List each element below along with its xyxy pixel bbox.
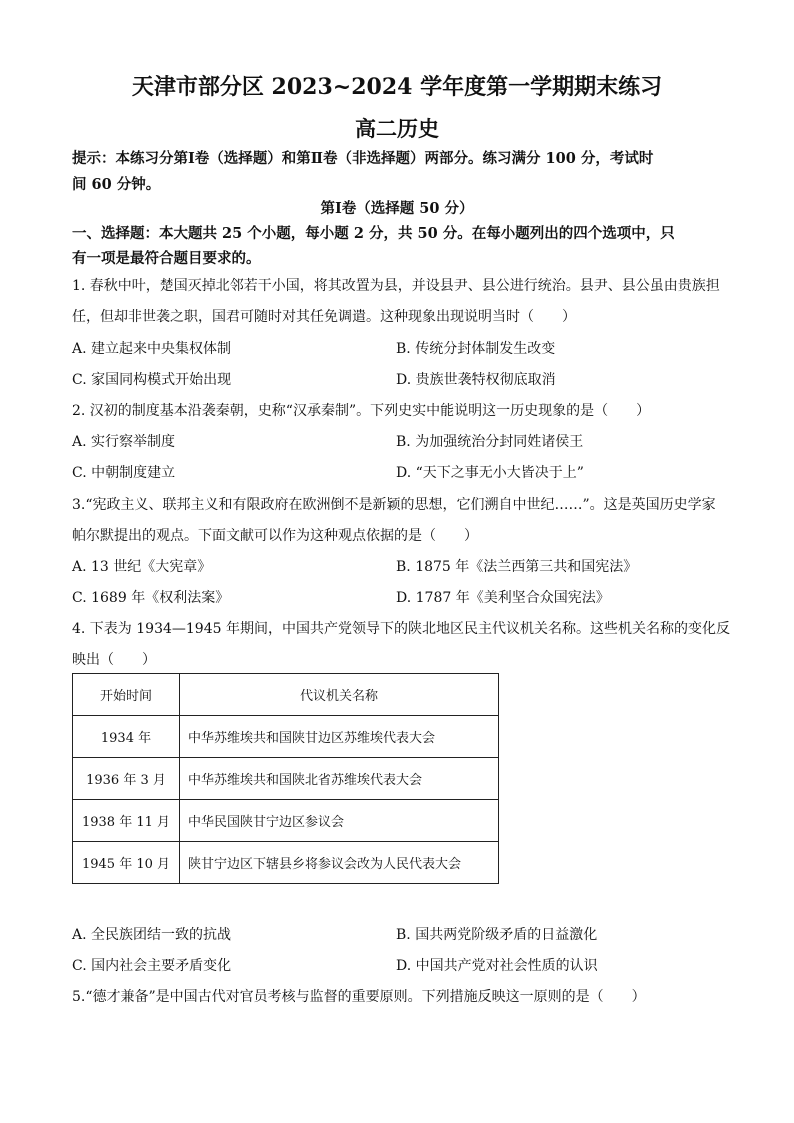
table-row: [73, 842, 499, 884]
q4-option-b: B. 国共两党阶级矛盾的日益激化: [396, 927, 598, 943]
q4-table: [72, 673, 499, 884]
q1-option-a: A. 建立起来中央集权体制: [72, 341, 232, 357]
table-row: [73, 758, 499, 800]
table-cell-date: 1945 年 10 月: [73, 842, 180, 884]
table-cell-name: 中华苏维埃共和国陕甘边区苏维埃代表大会: [180, 716, 499, 758]
q4-stem-line-2: 映出（ ）: [72, 652, 156, 668]
q1-option-d: D. 贵族世袭特权彻底取消: [396, 372, 556, 388]
section1-line-1: 一、选择题：本大题共 25 个小题，每小题 2 分，共 50 分。在每小题列出的四个选项中，只: [72, 225, 675, 242]
table-cell-date: 1936 年 3 月: [73, 758, 180, 800]
table-header-cell: 代议机关名称: [180, 674, 499, 716]
part1-title: 第Ⅰ卷（选择题 50 分）: [320, 200, 474, 217]
exam-title: 天津市部分区 2023~2024 学年度第一学期期末练习: [131, 74, 663, 100]
table-header-cell: 开始时间: [73, 674, 180, 716]
table-row: [73, 800, 499, 842]
q3-option-a: A. 13 世纪《大宪章》: [72, 559, 212, 575]
q1-stem-line-1: 1. 春秋中叶，楚国灭掉北邻若干小国，将其改置为县，并设县尹、县公进行统治。县尹、县公虽由贵族担: [72, 278, 720, 294]
section1-line-2: 有一项是最符合题目要求的。: [72, 250, 261, 267]
q2-option-b: B. 为加强统治分封同姓诸侯王: [396, 434, 584, 450]
table-row: [73, 716, 499, 758]
q2-option-c: C. 中朝制度建立: [72, 465, 176, 481]
q3-stem-line-1: 3.“宪政主义、联邦主义和有限政府在欧洲倒不是新颖的思想，它们溯自中世纪……”。这是英国历史学家: [72, 497, 716, 513]
table-cell-name: 中华苏维埃共和国陕北省苏维埃代表大会: [180, 758, 499, 800]
q3-option-d: D. 1787 年《美利坚合众国宪法》: [396, 590, 610, 606]
notice-line-2: 间 60 分钟。: [72, 176, 161, 193]
table-cell-name: 中华民国陕甘宁边区参议会: [180, 800, 499, 842]
q2-stem-line-1: 2. 汉初的制度基本沿袭秦朝，史称“汉承秦制”。下列史实中能说明这一历史现象的是（ ）: [72, 403, 651, 419]
table-cell-date: 1934 年: [73, 716, 180, 758]
q5-stem-line-1: 5.“德才兼备”是中国古代对官员考核与监督的重要原则。下列措施反映这一原则的是（ ）: [72, 989, 646, 1005]
q2-option-a: A. 实行察举制度: [72, 434, 176, 450]
q1-option-c: C. 家国同构模式开始出现: [72, 372, 232, 388]
q1-stem-line-2: 任，但却非世袭之职，国君可随时对其任免调遣。这种现象出现说明当时（ ）: [72, 309, 576, 325]
q4-option-d: D. 中国共产党对社会性质的认识: [396, 958, 598, 974]
table-cell-date: 1938 年 11 月: [73, 800, 180, 842]
q2-option-d: D. “天下之事无小大皆决于上”: [396, 465, 584, 481]
notice-line-1: 提示：本练习分第Ⅰ卷（选择题）和第Ⅱ卷（非选择题）两部分。练习满分 100 分，考试时: [72, 150, 654, 167]
q4-option-c: C. 国内社会主要矛盾变化: [72, 958, 232, 974]
q4-stem-line-1: 4. 下表为 1934—1945 年期间，中国共产党领导下的陕北地区民主代议机关名称。这些机关名称的变化反: [72, 621, 730, 637]
q3-stem-line-2: 帕尔默提出的观点。下面文献可以作为这种观点依据的是（ ）: [72, 528, 478, 544]
table-header-row: [73, 674, 499, 716]
q1-option-b: B. 传统分封体制发生改变: [396, 341, 556, 357]
q4-option-a: A. 全民族团结一致的抗战: [72, 927, 232, 943]
q3-option-c: C. 1689 年《权利法案》: [72, 590, 230, 606]
exam-subject: 高二历史: [355, 116, 439, 141]
q3-option-b: B. 1875 年《法兰西第三共和国宪法》: [396, 559, 638, 575]
table-cell-name: 陕甘宁边区下辖县乡将参议会改为人民代表大会: [180, 842, 499, 884]
